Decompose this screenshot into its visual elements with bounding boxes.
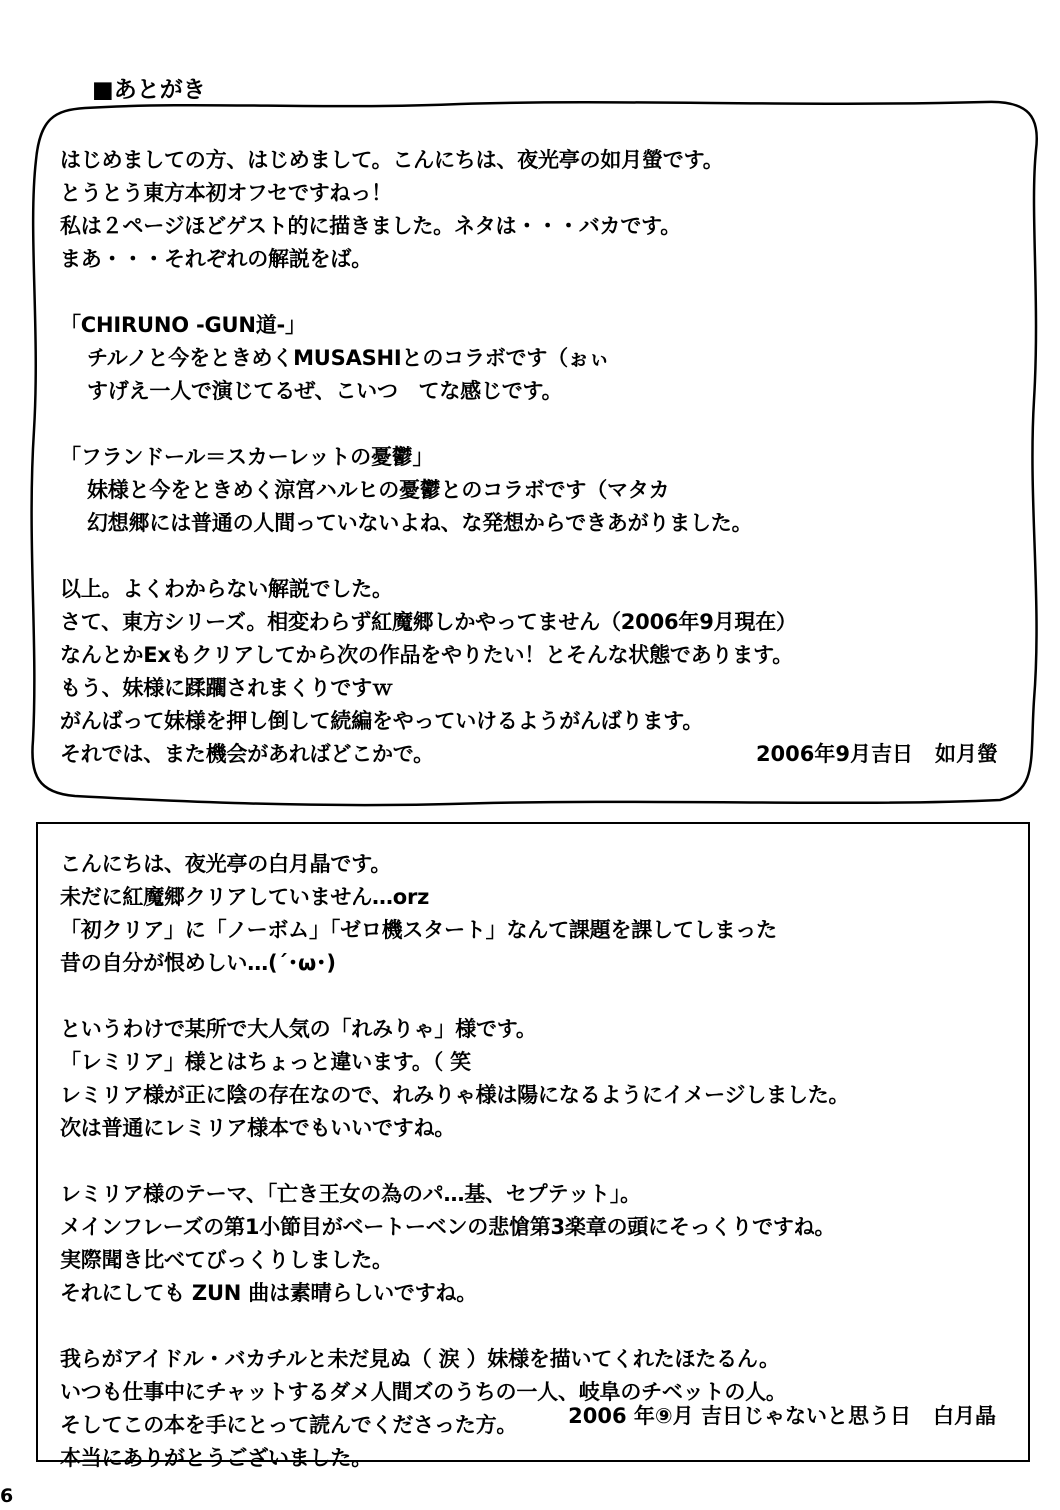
text-line: こんにちは、夜光亭の白月晶です。 (60, 852, 392, 876)
text-line: とうとう東方本初オフセですねっ！ (60, 181, 392, 205)
signature-date: 2006年9月吉日 (755, 742, 913, 766)
afterword-shiratsuki (60, 848, 849, 1475)
text-line: チルノと今をときめくMUSASHIとのコラボです（ぉぃ (87, 346, 610, 370)
text-line: それにしても ZUN 曲は素晴らしいですね。 (60, 1281, 478, 1305)
text-line: 未だに紅魔郷クリアしていません…orz (60, 885, 430, 909)
text-line: さて、東方シリーズ。相変わらず紅魔郷しかやってません（2006年9月現在） (60, 610, 797, 634)
signature-name: 白月晶 (933, 1404, 996, 1428)
text-line: メインフレーズの第1小節目がベートーベンの悲愴第3楽章の頭にそっくりですね。 (60, 1215, 836, 1239)
text-line: 「初クリア」に「ノーボム」「ゼロ機スタート」なんて課題を課してしまった (60, 918, 777, 942)
text-line: 私は２ページほどゲスト的に描きました。ネタは・・・バカです。 (60, 214, 682, 238)
text-line: というわけで某所で大人気の「れみりゃ」様です。 (60, 1017, 537, 1041)
text-line: 本当にありがとうございました。 (60, 1446, 372, 1470)
text-line: もう、妹様に蹂躙されまくりですｗ (60, 676, 393, 700)
story-title-chiruno: 「CHIRUNO -GUN道-」 (60, 313, 306, 337)
text-line: レミリア様が正に陰の存在なので、れみりゃ様は陽になるようにイメージしました。 (60, 1083, 850, 1107)
text-line: 実際聞き比べてびっくりしました。 (60, 1248, 393, 1272)
text-line: レミリア様のテーマ、「亡き王女の為のパ…基、セプテット」。 (60, 1182, 641, 1206)
text-line: それでは、また機会があればどこかで。 (60, 742, 434, 766)
text-line: 「レミリア」様とはちょっと違います。（ 笑 (60, 1050, 471, 1074)
signature-name: 如月螢 (935, 742, 998, 766)
text-line: なんとかExもクリアしてから次の作品をやりたい！とそんな状態であります。 (60, 643, 794, 667)
text-line: すげえ一人で演じてるぜ、こいつ てな感じです。 (87, 379, 563, 403)
text-line: 幻想郷には普通の人間っていないよね、な発想からできあがりました。 (87, 511, 753, 535)
page-number: 6 (0, 1485, 14, 1507)
story-title-flandre: 「フランドール＝スカーレットの憂鬱」 (60, 445, 434, 469)
text-line: 妹様と今をときめく涼宮ハルヒの憂鬱とのコラボです（マタカ (87, 478, 670, 502)
afterword-heading: ■あとがき (92, 77, 206, 103)
text-line: まあ・・・それぞれの解説をば。 (60, 247, 372, 271)
signature-shiratsuki (568, 1400, 996, 1433)
text-line: がんばって妹様を押し倒して続編をやっていけるようがんばります。 (60, 709, 704, 733)
text-line: そしてこの本を手にとって読んでくださった方。 (60, 1413, 518, 1437)
text-line: 次は普通にレミリア様本でもいいですね。 (60, 1116, 456, 1140)
text-line: はじめましての方、はじめまして。こんにちは、夜光亭の如月螢です。 (60, 148, 724, 172)
signature-kisaragi (756, 738, 998, 771)
afterword-kisaragi (60, 144, 797, 771)
signature-date: 2006 年⑨月 吉日じゃないと思う日 (568, 1404, 911, 1428)
text-line: 我らがアイドル・バカチルと未だ見ぬ（ 涙 ）妹様を描いてくれたほたるん。 (60, 1347, 780, 1371)
text-line: 昔の自分が恨めしい…(´･ω･) (60, 951, 336, 975)
text-line: 以上。よくわからない解説でした。 (60, 577, 393, 601)
text-line: いつも仕事中にチャットするダメ人間ズのうちの一人、岐阜のチベットの人。 (60, 1380, 787, 1404)
